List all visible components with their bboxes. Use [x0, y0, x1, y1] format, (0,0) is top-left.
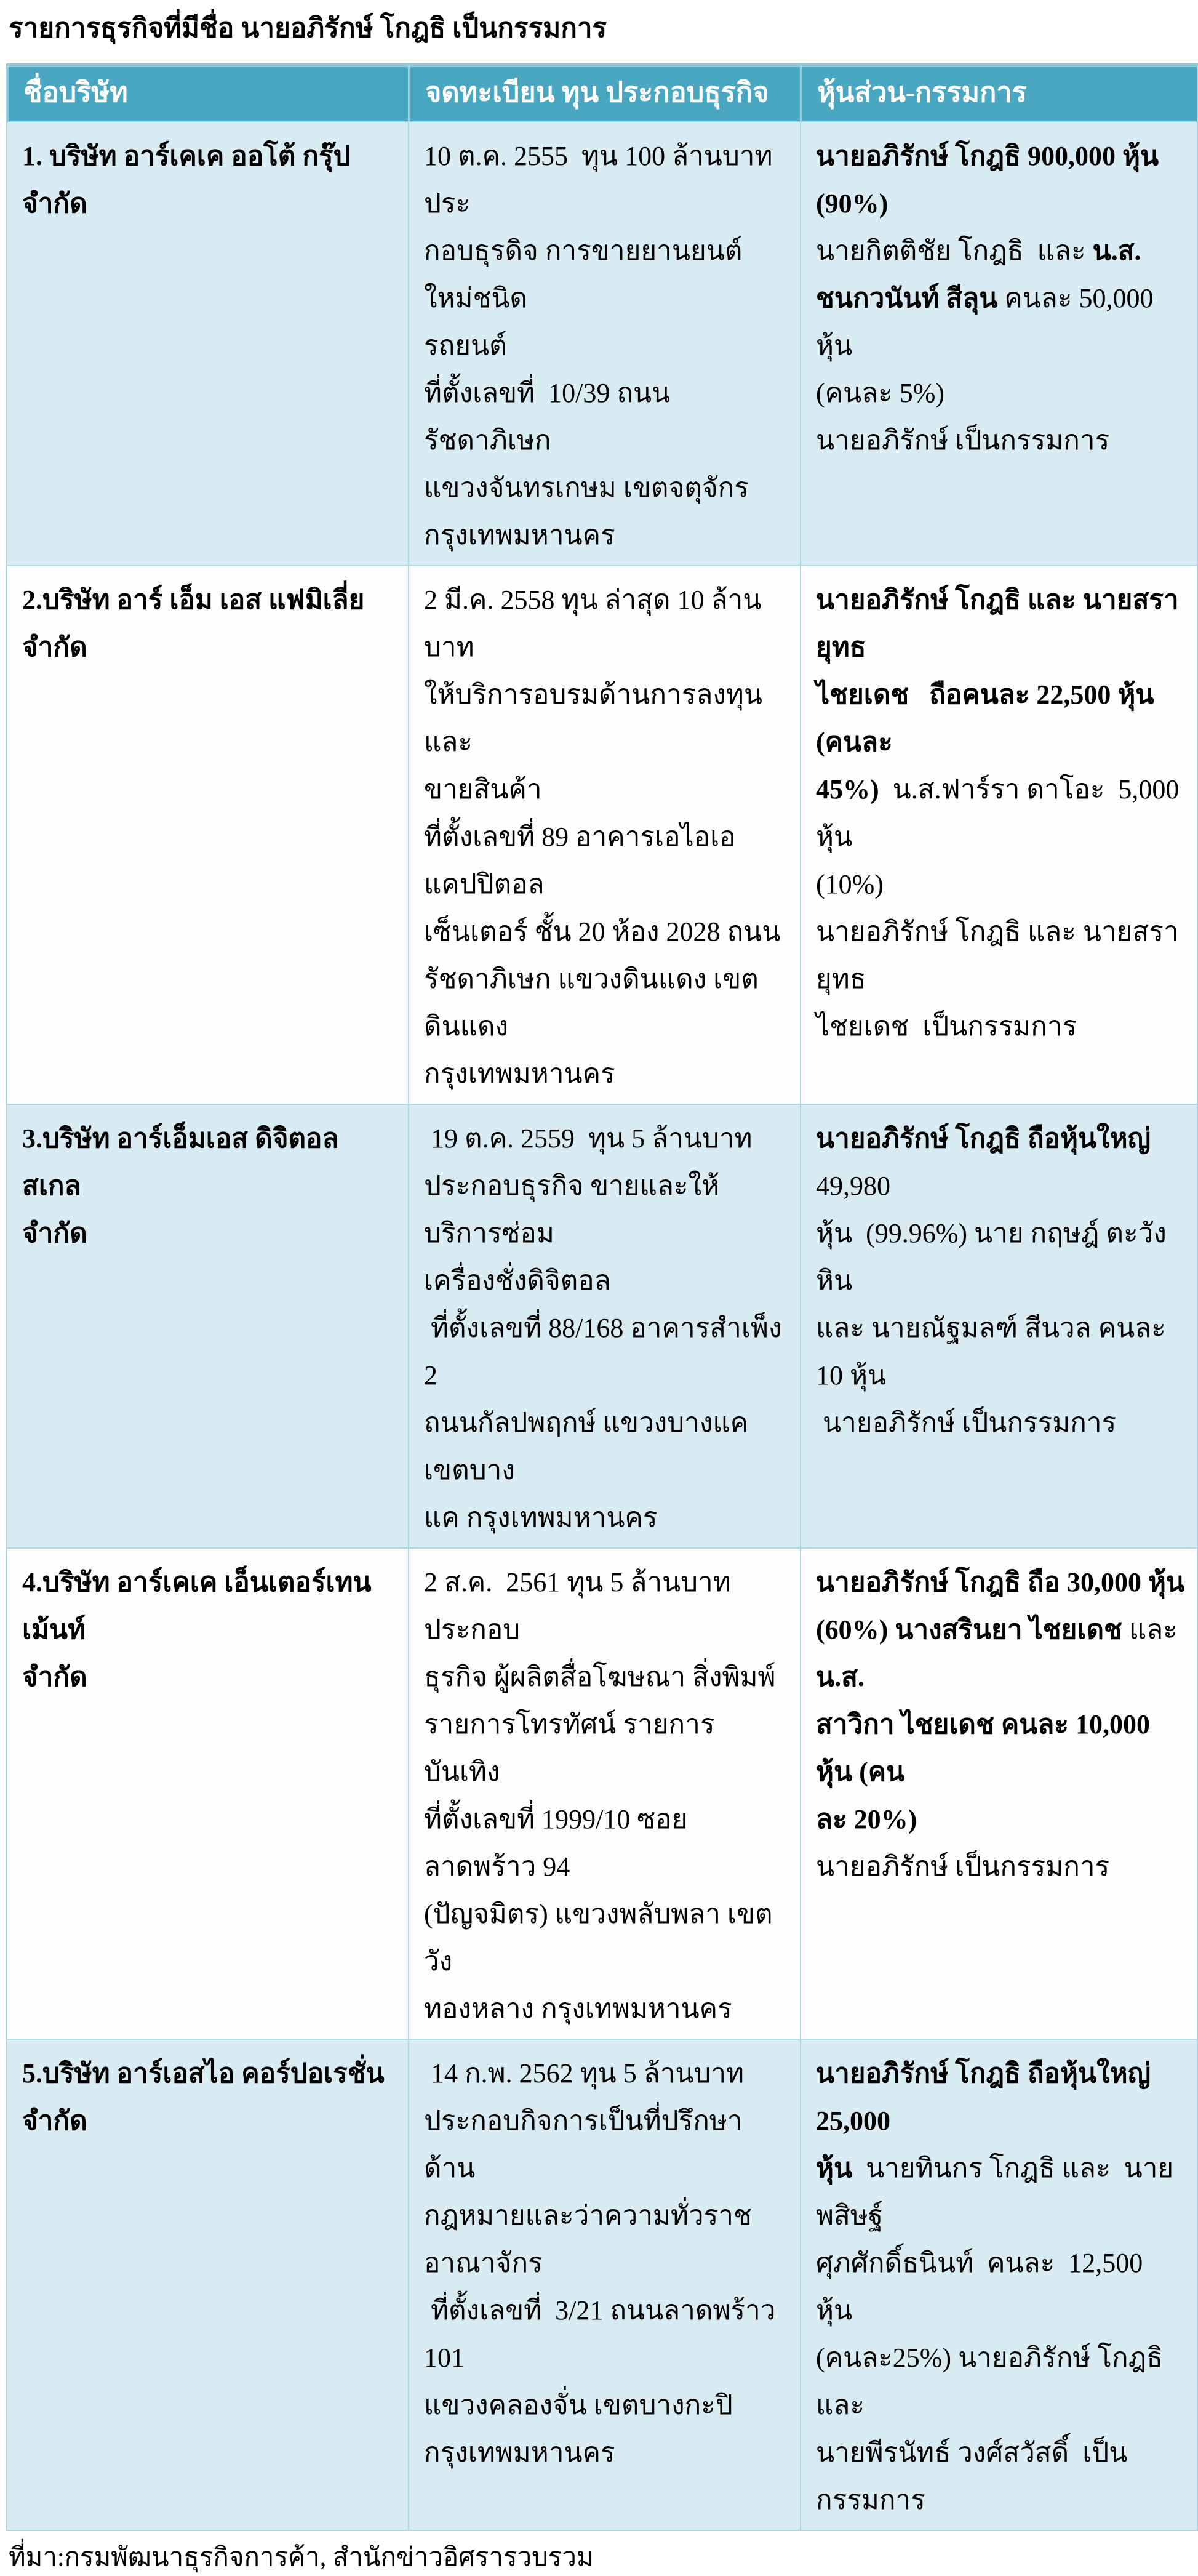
- text-run: นายอภิรักษ์ โกฎธิ และ นายสรายุทธ: [816, 917, 1179, 995]
- text-run: แค กรุงเทพมหานคร: [424, 1503, 658, 1533]
- table-row: [7, 1104, 1197, 1548]
- text-line: [816, 1796, 1186, 1843]
- text-line: [816, 1003, 1186, 1050]
- text-line: [816, 227, 1186, 275]
- text-line: [424, 576, 789, 671]
- company-cell: [7, 1548, 409, 2039]
- text-line: [22, 576, 397, 671]
- text-line: [424, 132, 789, 227]
- text-run: ธุรกิจ ผู้ผลิตสื่อโฆษณา สิ่งพิมพ์: [424, 1662, 776, 1693]
- text-line: [424, 1162, 789, 1257]
- text-line: [424, 369, 789, 464]
- text-line: [424, 1050, 789, 1097]
- source-note: ที่มา:กรมพัฒนาธุรกิจการค้า, สำนักข่าวอิศรารวบรวม: [9, 2543, 594, 2572]
- table-row: [7, 1548, 1197, 2039]
- text-line: [816, 766, 1186, 861]
- text-line: [22, 1210, 397, 1257]
- text-line: [424, 671, 789, 766]
- text-run: กรุงเทพมหานคร: [424, 2438, 615, 2468]
- text-run: และ นายณัฐมลฑ์ สีนวล คนละ 10 หุ้น: [816, 1313, 1173, 1391]
- company-cell: [7, 566, 409, 1104]
- text-run: 1. บริษัท อาร์เคเค ออโต้ กรุ๊ป จำกัด: [22, 141, 357, 219]
- text-run: 14 ก.พ. 2562 ทุน 5 ล้านบาท: [424, 2058, 745, 2089]
- registration-cell: [409, 1548, 801, 2039]
- text-line: [816, 1399, 1186, 1446]
- text-run: ไชยเดช ถือคนละ 22,500 หุ้น (คนละ: [816, 680, 1161, 758]
- text-run: แขวงจันทรเกษม เขตจตุจักร: [424, 473, 749, 504]
- text-run: 2.บริษัท อาร์ เอ็ม เอส แฟมิเลี่ย จำกัด: [22, 585, 372, 663]
- registration-cell: [409, 2039, 801, 2530]
- text-run: น.ส.: [1092, 236, 1141, 267]
- text-run: ไชยเดช เป็นกรรมการ: [816, 1011, 1077, 1042]
- text-run: กฎหมายและว่าความทั่วราชอาณาจักร: [424, 2201, 752, 2279]
- text-line: [424, 1115, 789, 1162]
- text-line: [22, 1115, 397, 1210]
- text-run: และ: [1122, 1615, 1184, 1645]
- text-run: เครื่องชั่งดิจิตอล: [424, 1266, 611, 1296]
- text-run: (คนละ 5%): [816, 378, 945, 409]
- text-run: รถยนต์: [424, 331, 507, 361]
- text-run: (60%) นางสรินยา ไชยเดช: [816, 1615, 1122, 1645]
- text-line: [424, 2429, 789, 2476]
- text-line: [816, 2145, 1186, 2239]
- text-line: [424, 1304, 789, 1399]
- text-run: 2 ส.ค. 2561 ทุน 5 ล้านบาท ประกอบ: [424, 1567, 738, 1645]
- text-run: ที่ตั้งเลขที่ 10/39 ถนนรัชดาภิเษก: [424, 378, 671, 456]
- text-run: ถนนกัลปพฤกษ์ แขวงบางแค เขตบาง: [424, 1408, 756, 1486]
- text-run: น.ส.: [816, 1615, 1191, 1693]
- text-line: [424, 2097, 789, 2192]
- text-run: ที่ตั้งเลขที่ 1999/10 ซอยลาดพร้าว 94: [424, 1804, 688, 1882]
- text-line: [816, 1115, 1186, 1210]
- text-line: [816, 671, 1186, 766]
- text-line: [424, 464, 789, 512]
- text-run: 4.บริษัท อาร์เคเค เอ็นเตอร์เทนเม้นท์: [22, 1567, 372, 1645]
- text-run: นายอภิรักษ์ โกฎธิ และ นายสรายุทธ: [816, 585, 1179, 663]
- text-line: [816, 369, 1186, 417]
- text-run: จำกัด: [22, 1662, 87, 1693]
- text-line: [816, 1304, 1186, 1399]
- text-line: [816, 576, 1186, 671]
- text-run: 2 มี.ค. 2558 ทุน ล่าสุด 10 ล้านบาท: [424, 585, 762, 663]
- text-run: นายอภิรักษ์ โกฎธิ ถือหุ้นใหญ่: [816, 1123, 1151, 1154]
- text-run: นายทินกร โกฎธิ และ นายพสิษฐ์: [816, 2153, 1174, 2231]
- text-run: (ปัญจมิตร) แขวงพลับพลา เขตวัง: [424, 1899, 773, 1977]
- text-line: [22, 1653, 397, 1701]
- text-run: นายอภิรักษ์ เป็นกรรมการ: [816, 1852, 1110, 1882]
- text-line: [22, 1559, 397, 1653]
- text-run: นายอภิรักษ์ เป็นกรรมการ: [816, 425, 1110, 456]
- text-run: 10 ต.ค. 2555 ทุน 100 ล้านบาท ประ: [424, 141, 780, 219]
- text-run: 3.บริษัท อาร์เอ็มเอส ดิจิตอล สเกล: [22, 1123, 346, 1202]
- table-row: [7, 566, 1197, 1104]
- text-run: สาวิกา ไชยเดช คนละ 10,000 หุ้น (คน: [816, 1709, 1157, 1788]
- text-line: [424, 322, 789, 369]
- text-line: [816, 1701, 1186, 1796]
- text-line: [424, 2287, 789, 2381]
- text-line: [424, 2381, 789, 2429]
- text-line: [816, 861, 1186, 908]
- text-run: นายกิตติชัย โกฎธิ และ: [816, 236, 1093, 267]
- text-run: กรุงเทพมหานคร: [424, 520, 615, 551]
- text-line: [424, 1890, 789, 1985]
- text-line: [424, 1701, 789, 1796]
- text-line: [424, 1257, 789, 1304]
- page-title: รายการธุรกิจที่มีชื่อ นายอภิรักษ์ โกฎธิ เป็นกรรมการ: [9, 13, 607, 43]
- text-run: แขวงคลองจั่น เขตบางกะปิ: [424, 2390, 733, 2421]
- text-line: [424, 908, 789, 955]
- shareholding-cell: [801, 1548, 1197, 2039]
- text-run: นายอภิรักษ์ โกฎธิ 900,000 หุ้น (90%): [816, 141, 1166, 219]
- text-run: เซ็นเตอร์ ชั้น 20 ห้อง 2028 ถนน: [424, 917, 781, 947]
- text-run: ประกอบธุรกิจ ขายและให้บริการซ่อม: [424, 1171, 720, 1249]
- text-line: [816, 1843, 1186, 1890]
- text-run: 5.บริษัท อาร์เอสไอ คอร์ปอเรชั่น จำกัด: [22, 2058, 391, 2137]
- text-line: [816, 1210, 1186, 1304]
- text-run: หุ้น (99.96%) นาย กฤษฎ์ ตะวังหิน: [816, 1218, 1167, 1296]
- text-run: หุ้น: [816, 2153, 853, 2184]
- text-run: 19 ต.ค. 2559 ทุน 5 ล้านบาท: [424, 1123, 753, 1154]
- column-header-registration: จดทะเบียน ทุน ประกอบธุรกิจ: [409, 65, 801, 122]
- table-row: [7, 122, 1197, 566]
- text-run: (คนละ25%) นายอภิรักษ์ โกฎธิ และ: [816, 2343, 1184, 2421]
- text-line: [816, 2429, 1186, 2524]
- text-run: ละ 20%): [816, 1804, 917, 1835]
- text-run: รัชดาภิเษก แขวงดินแดง เขตดินแดง: [424, 964, 759, 1042]
- shareholding-cell: [801, 122, 1197, 566]
- text-run: นายอภิรักษ์ เป็นกรรมการ: [816, 1408, 1117, 1438]
- text-line: [22, 132, 397, 227]
- text-run: ศุภศักดิ์ธนินท์ คนละ 12,500 หุ้น: [816, 2248, 1150, 2326]
- shareholding-cell: [801, 2039, 1197, 2530]
- company-cell: [7, 2039, 409, 2530]
- text-line: [424, 1796, 789, 1890]
- text-run: กรุงเทพมหานคร: [424, 1059, 615, 1089]
- text-line: [816, 132, 1186, 227]
- text-line: [424, 2192, 789, 2287]
- text-line: [424, 955, 789, 1050]
- text-run: 49,980: [816, 1123, 1158, 1202]
- text-line: [816, 908, 1186, 1003]
- text-line: [424, 813, 789, 908]
- text-run: (10%): [816, 869, 884, 900]
- text-run: ให้บริการอบรมด้านการลงทุน และ: [424, 680, 769, 758]
- text-run: นายพีรนัทธ์ วงศ์สวัสดิ์ เป็นกรรมการ: [816, 2438, 1128, 2516]
- column-header-shareholding: หุ้นส่วน-กรรมการ: [801, 65, 1197, 122]
- text-run: จำกัด: [22, 1218, 87, 1249]
- text-run: ทองหลาง กรุงเทพมหานคร: [424, 1994, 732, 2024]
- registration-cell: [409, 1104, 801, 1548]
- shareholding-cell: [801, 566, 1197, 1104]
- text-line: [816, 417, 1186, 464]
- text-run: นายอภิรักษ์ โกฎธิ ถือ 30,000 หุ้น: [816, 1567, 1185, 1598]
- text-run: กอบธุรดิจ การขายยานยนต์ใหม่ชนิด: [424, 236, 743, 314]
- text-line: [816, 2334, 1186, 2429]
- table-row: [7, 2039, 1197, 2530]
- text-run: 45%): [816, 774, 879, 805]
- business-table: [6, 63, 1198, 2531]
- text-line: [816, 1559, 1186, 1606]
- text-line: [424, 1653, 789, 1701]
- text-line: [424, 2050, 789, 2097]
- text-run: ชนกวนันท์ สีลุน: [816, 283, 998, 314]
- text-line: [424, 766, 789, 813]
- text-run: คนละ 50,000 หุ้น: [816, 283, 1160, 361]
- text-line: [816, 2050, 1186, 2145]
- table-header-row: [7, 65, 1197, 122]
- registration-cell: [409, 122, 801, 566]
- text-run: ประกอบกิจการเป็นที่ปรึกษาด้าน: [424, 2106, 743, 2184]
- text-line: [816, 2239, 1186, 2334]
- text-run: ที่ตั้งเลขที่ 89 อาคารเอไอเอ แคปปิตอล: [424, 822, 743, 900]
- company-cell: [7, 122, 409, 566]
- text-line: [424, 1559, 789, 1653]
- text-line: [424, 1399, 789, 1494]
- text-line: [424, 1985, 789, 2032]
- text-run: น.ส.ฟาร์รา ดาโอะ 5,000 หุ้น: [816, 774, 1186, 853]
- text-run: รายการโทรทัศน์ รายการบันเทิง: [424, 1709, 715, 1788]
- column-header-company: ชื่อบริษัท: [7, 65, 409, 122]
- text-line: [424, 512, 789, 559]
- text-line: [424, 227, 789, 322]
- text-run: ขายสินค้า: [424, 774, 542, 805]
- company-cell: [7, 1104, 409, 1548]
- text-line: [22, 2050, 397, 2145]
- shareholding-cell: [801, 1104, 1197, 1548]
- text-line: [816, 1606, 1191, 1701]
- text-run: นายอภิรักษ์ โกฎธิ ถือหุ้นใหญ่ 25,000: [816, 2058, 1158, 2137]
- registration-cell: [409, 566, 801, 1104]
- text-run: ที่ตั้งเลขที่ 3/21 ถนนลาดพร้าว 101: [424, 2295, 783, 2373]
- text-line: [816, 275, 1186, 369]
- text-line: [424, 1494, 789, 1541]
- text-run: ที่ตั้งเลขที่ 88/168 อาคารสำเพ็ง 2: [424, 1313, 789, 1391]
